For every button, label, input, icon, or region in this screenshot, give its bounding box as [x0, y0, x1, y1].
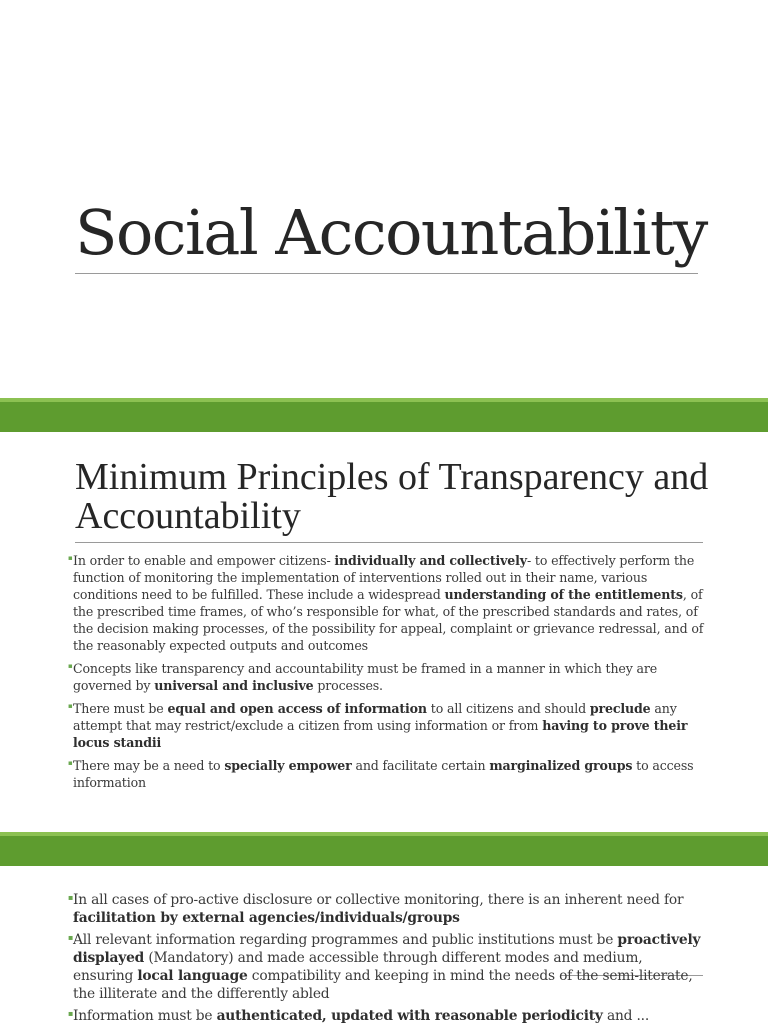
principles-title-underline	[75, 542, 703, 543]
title-slide	[0, 0, 768, 398]
bullet-item: ▪ There must be equal and open access of information to all citizens and should preclude any attempt that may restrict/exclude a citizen from using information or from having to prove their locus standii	[73, 700, 705, 751]
title-underline	[75, 273, 698, 274]
bullet-item: ▪ Information must be authenticated, updated with reasonable periodicity and ...	[73, 1007, 703, 1025]
bullet-item: ▪ In order to enable and empower citizens- individually and collectively- to effectively perform the function of monitoring the implementation of interventions rolled out in their name, various conditions need to be fulfilled. These include a widespread understanding of the entitlements, of the prescribed time frames, of who’s responsible for what, of the prescribed standards and rates, of the decision making processes, of the possibility for appeal, complaint or grievance redressal, and of the reasonably expected outputs and outcomes	[73, 552, 705, 654]
facilitation-bullet-list	[73, 891, 703, 1029]
slide-title: Social Accountability	[75, 196, 707, 269]
principles-bullet-list	[73, 552, 705, 797]
principles-title: Minimum Principles of Transparency and Accountability	[75, 456, 709, 537]
bullet-item: ▪ There may be a need to specially empower and facilitate certain marginalized groups to access information	[73, 757, 705, 791]
bullet-item: ▪ In all cases of pro-active disclosure or collective monitoring, there is an inherent need for facilitation by external agencies/individuals/groups	[73, 891, 703, 927]
slide-separator-bar	[0, 832, 768, 866]
bullet-item: ▪ All relevant information regarding programmes and public institutions must be proactively displayed (Mandatory) and made accessible through different modes and medium, ensuring local language compatibility and keeping in mind the needs of the semi-literate, the illiterate and the differently abled	[73, 931, 703, 1003]
bullet-item: ▪ Concepts like transparency and accountability must be framed in a manner in which they are governed by universal and inclusive processes.	[73, 660, 705, 694]
slide-separator-bar	[0, 398, 768, 432]
